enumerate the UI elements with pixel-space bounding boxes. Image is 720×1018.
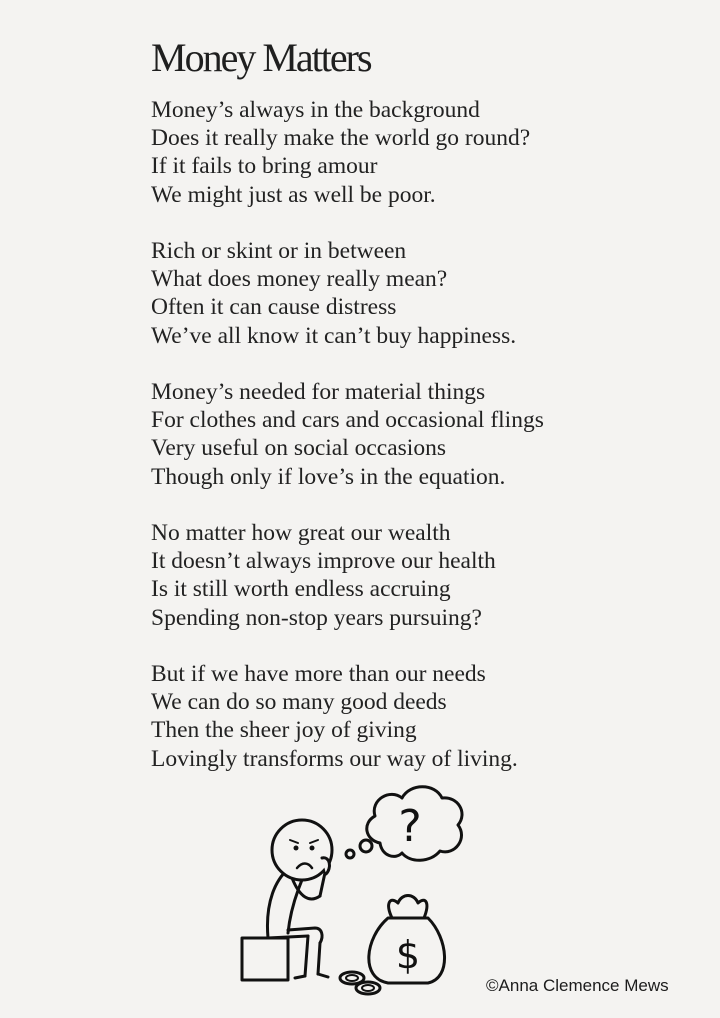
stanza-2 (151, 237, 544, 350)
question-mark: ? (398, 801, 422, 852)
stanza-4 (151, 519, 544, 632)
stanza-1 (151, 96, 544, 209)
stanza-3 (151, 378, 544, 491)
poem-line: Often it can cause distress (151, 294, 397, 321)
poem-line: Does it really make the world go round? (151, 125, 531, 152)
thought-bubble-icon (346, 787, 462, 861)
poem-line: Then the sheer joy of giving (151, 717, 417, 744)
poem-line: If it fails to bring amour (151, 153, 378, 180)
poem-title: Money Matters (151, 35, 371, 80)
poem-line: Money’s needed for material things (151, 379, 486, 405)
stanza-5 (151, 660, 544, 773)
poem-line: We’ve all know it can’t buy happiness. (151, 322, 517, 349)
poem-line: Rich or skint or in between (151, 238, 407, 264)
poem-line: Money’s always in the background (151, 97, 480, 123)
poem-line: Though only if love’s in the equation. (151, 463, 506, 490)
poem-line: Very useful on social occasions (151, 435, 446, 462)
poem-line: No matter how great our wealth (151, 520, 451, 546)
dollar-sign: $ (395, 933, 421, 977)
poem-body (151, 96, 544, 801)
poem-line: For clothes and cars and occasional flings (151, 407, 544, 434)
poem-line: What does money really mean? (151, 266, 448, 293)
author-credit: ©Anna Clemence Mews (486, 976, 669, 995)
money-bag-icon (369, 896, 445, 984)
poem-line: We can do so many good deeds (151, 689, 447, 716)
poem-line: Lovingly transforms our way of living. (151, 745, 518, 772)
poem-line: It doesn’t always improve our health (151, 548, 496, 575)
worried-person-illustration (230, 778, 470, 1003)
poem-line: Is it still worth endless accruing (151, 576, 451, 603)
worried-person-icon (242, 820, 332, 980)
poem-line: But if we have more than our needs (151, 661, 486, 687)
poem-line: Spending non-stop years pursuing? (151, 604, 482, 631)
poem-line: We might just as well be poor. (151, 181, 436, 208)
